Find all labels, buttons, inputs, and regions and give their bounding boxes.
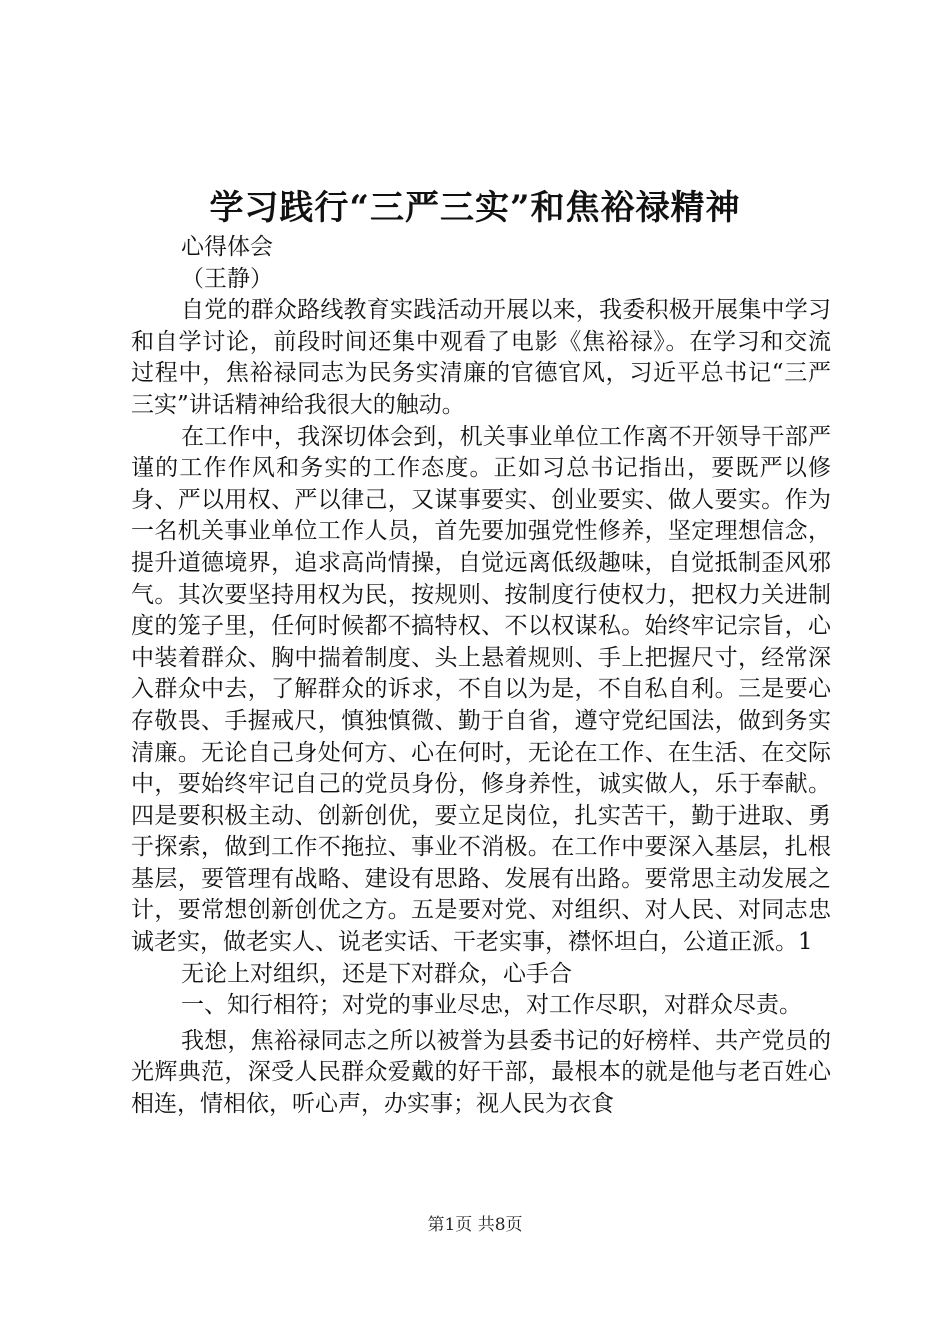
document-author: （王静） [181, 265, 273, 292]
paragraph-1: 自党的群众路线教育实践活动开展以来，我委积极开展集中学习和自学讨论，前段时间还集中观看了电影《焦裕禄》。在学习和交流过程中，焦裕禄同志为民务实清廉的官德官风，习近平总书记“三严三实”讲话精神给我很大的触动。 [131, 297, 831, 418]
paragraph-4: 一、知行相符；对党的事业尽忠，对工作尽职，对群众尽责。 [181, 992, 802, 1019]
document-body [131, 232, 831, 1121]
paragraph-2: 在工作中，我深切体会到，机关事业单位工作离不开领导干部严谨的工作作风和务实的工作态度。正如习总书记指出，要既严以修身、严以用权、严以律己，又谋事要实、创业要实、做人要实。作为一名机关事业单位工作人员，首先要加强党性修养，坚定理想信念，提升道德境界，追求高尚情操，自觉远离低级趣味，自觉抵制歪风邪气。其次要坚持用权为民，按规则、按制度行使权力，把权力关进制度的笼子里，任何时候都不搞特权、不以权谋私。始终牢记宗旨，心中装着群众、胸中揣着制度、头上悬着规则、手上把握尺寸，经常深入群众中去，了解群众的诉求，不自以为是，不自私自利。三是要心存敬畏、手握戒尺，慎独慎微、勤于自省，遵守党纪国法，做到务实清廉。无论自己身处何方、心在何时，无论在工作、在生活、在交际中，要始终牢记自己的党员身份，修身养性，诚实做人，乐于奉献。四是要积极主动、创新创优，要立足岗位，扎实苦干，勤于进取、勇于探索，做到工作不拖拉、事业不消极。在工作中要深入基层，扎根基层，要管理有战略、建设有思路、发展有出路。要常思主动发展之计，要常想创新创优之方。五是要对党、对组织、对人民、对同志忠诚老实，做老实人、说老实话、干老实事，襟怀坦白，公道正派。1 [131, 423, 831, 956]
page-number-footer: 第1页 共8页 [427, 1215, 523, 1235]
paragraph-5: 我想，焦裕禄同志之所以被誉为县委书记的好榜样、共产党员的光辉典范，深受人民群众爱戴的好干部，最根本的就是他与老百姓心相连，情相依，听心声，办实事；视人民为衣食 [131, 1027, 831, 1118]
document-title: 学习践行“三严三实”和焦裕禄精神 [209, 188, 741, 228]
document-subtitle: 心得体会 [181, 234, 273, 260]
paragraph-3: 无论上对组织，还是下对群众，心手合 [181, 960, 572, 987]
